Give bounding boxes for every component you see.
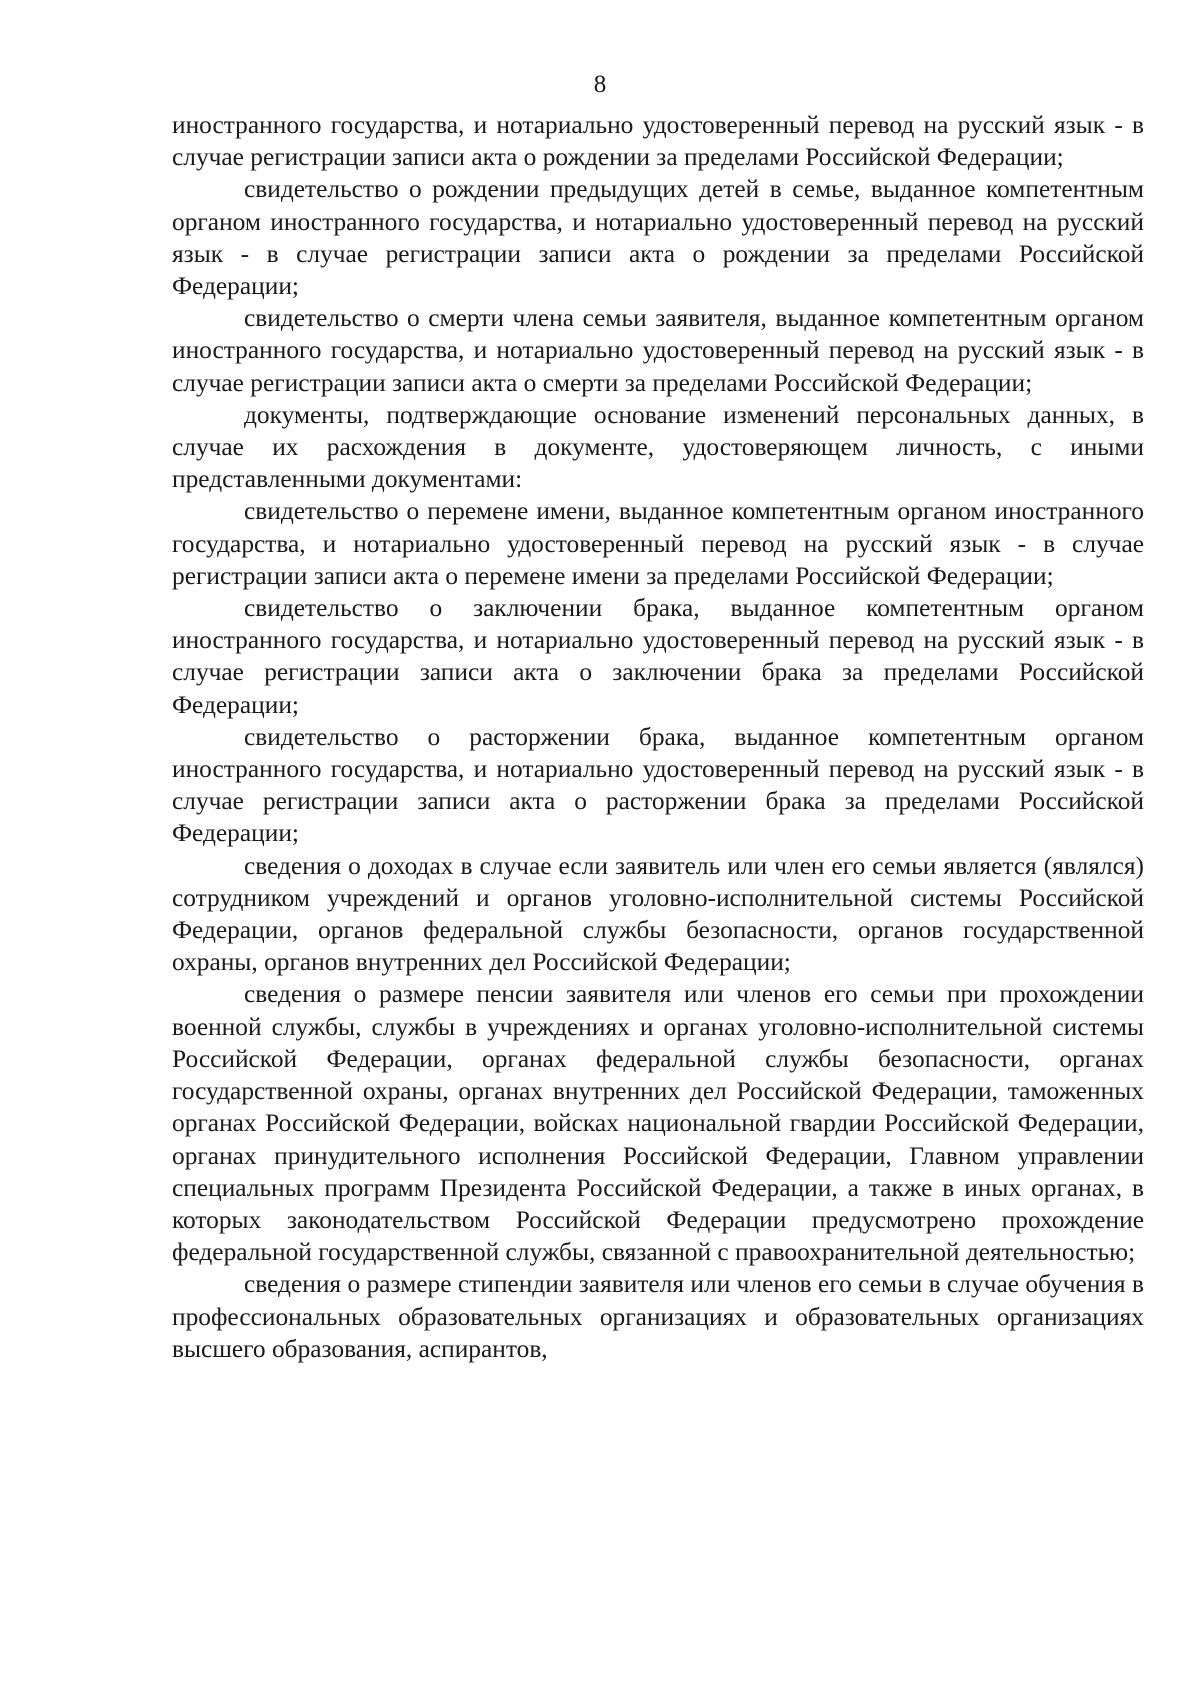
document-body	[172, 109, 1144, 1365]
paragraph-name-change-certificate: свидетельство о перемене имени, выданное компетентным органом иностранного государства, и нотариально удостоверенный перевод на русский язык - в случае регистрации записи акта о перемене имени за пределами Российской Федерации;	[172, 497, 1144, 590]
paragraph-death-certificate: свидетельство о смерти члена семьи заявителя, выданное компетентным органом иностранного государства, и нотариально удостоверенный перевод на русский язык - в случае регистрации записи акта о смерти за пределами Российской Федерации;	[172, 304, 1144, 397]
paragraph-pension-information: сведения о размере пенсии заявителя или членов его семьи при прохождении военной службы, службы в учреждениях и органах уголовно-исполнительной системы Российской Федерации, органах федеральной службы безопасности, органах государственной охраны, органах внутренних дел Российской Федерации, таможенных органах Российской Федерации, войсках национальной гвардии Российской Федерации, органах принудительного исполнения Российской Федерации, Главном управлении специальных программ Президента Российской Федерации, а также в иных органах, в которых законодательством Российской Федерации предусмотрено прохождение федеральной государственной службы, связанной с правоохранительной деятельностью;	[172, 980, 1144, 1267]
paragraph-personal-data-change-documents: документы, подтверждающие основание изменений персональных данных, в случае их расхождения в документе, удостоверяющем личность, с иными представленными документами:	[172, 400, 1144, 494]
page-number: 8	[593, 71, 607, 98]
paragraph-marriage-certificate: свидетельство о заключении брака, выданное компетентным органом иностранного государства, и нотариально удостоверенный перевод на русский язык - в случае регистрации записи акта о заключении брака за пределами Российской Федерации;	[172, 594, 1144, 719]
paragraph-birth-certificate-previous-children: свидетельство о рождении предыдущих детей в семье, выданное компетентным органом иностранного государства, и нотариально удостоверенный перевод на русский язык - в случае регистрации записи акта о рождении за пределами Российской Федерации;	[172, 175, 1144, 301]
paragraph-continuation: иностранного государства, и нотариально удостоверенный перевод на русский язык - в случае регистрации записи акта о рождении за пределами Российской Федерации;	[172, 111, 1144, 172]
paragraph-scholarship-information: сведения о размере стипендии заявителя или членов его семьи в случае обучения в профессиональных образовательных организациях и образовательных организациях высшего образования, аспирантов,	[172, 1270, 1144, 1363]
paragraph-income-information: сведения о доходах в случае если заявитель или член его семьи является (являлся) сотрудником учреждений и органов уголовно-исполнительной системы Российской Федерации, органов федеральной службы безопасности, органов государственной охраны, органов внутренних дел Российской Федерации;	[172, 851, 1144, 977]
paragraph-divorce-certificate: свидетельство о расторжении брака, выданное компетентным органом иностранного государства, и нотариально удостоверенный перевод на русский язык - в случае регистрации записи акта о расторжении брака за пределами Российской Федерации;	[172, 722, 1144, 848]
